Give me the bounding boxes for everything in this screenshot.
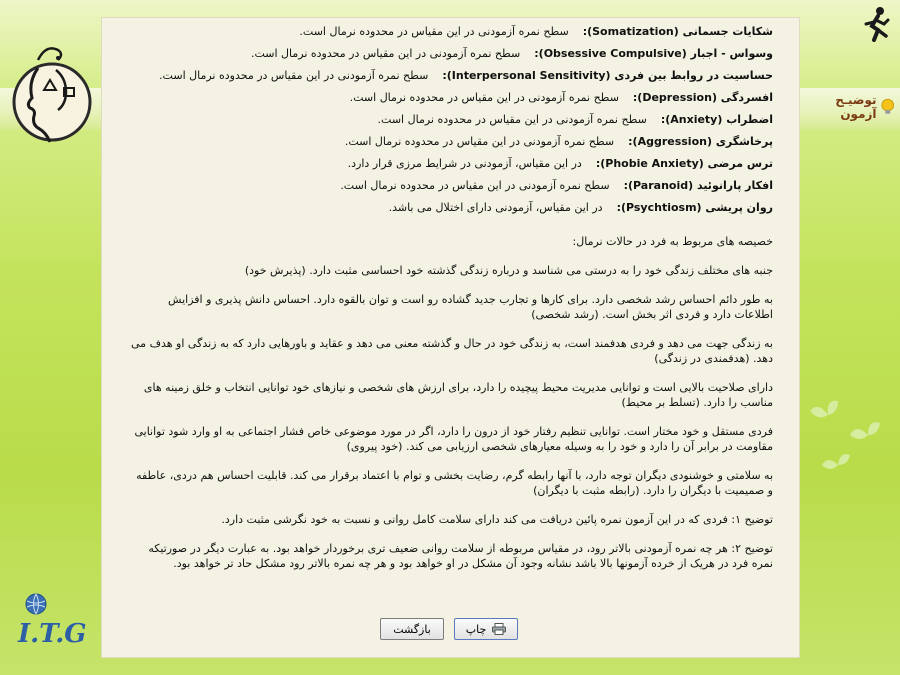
paragraph: به سلامتی و خوشنودی دیگران توجه دارد، با آنها رابطه گرم، رضایت بخشی و توام با اعتماد برقرار می کند. قابلیت احساس هم دردی، عاطفه و صمیمیت با دیگران را دارد. (رابطه مثبت با دیگران) [136,469,773,497]
normal-traits-title: خصیصه های مربوط به فرد در حالات نرمال: [572,235,773,248]
print-button[interactable] [454,618,518,640]
scale-name: اضطراب (Anxiety): [660,113,773,126]
scale-result: سطح نمره آزمودنی در این مقیاس در محدوده نرمال است. [344,135,615,148]
paragraph: به طور دائم احساس رشد شخصی دارد. برای کارها و تجارب جدید گشاده رو است و توان بالقوه دارد. احساس دانش پذیری و افزایش اطلاعات دارد و فردی اثر بخش است. (رشد شخصی) [168,293,773,321]
butterfly-decoration [808,395,900,485]
paragraph: دارای صلاحیت بالایی است و توانایی مدیریت محیط پیچیده را دارد، برای ارزش های شخصی و نیازهای خود توانایی انتخاب و خلق زمینه های مناسب را دارد. (تسلط بر محیط) [143,381,773,409]
paragraph: جنبه های مختلف زندگی خود را به درستی می شناسد و درباره زندگی گذشته خود احساسی مثبت دارد. (پذیرش خود) [244,264,773,277]
scale-name: روان پریشی (Psychtiosm): [616,201,773,214]
scale-row [130,24,773,46]
scale-row [130,178,773,200]
note-2: توضیح ۲: هر چه نمره آزمودنی بالاتر رود، در مقیاس مربوطه از سلامت روانی ضعیف تری برخوردار خواهد بود. به عبارت دیگر در صورتیکه نمره فرد در هریک از خرده آزمونها بالا باشد نشانه وجود آن مشکل در او خواهد بود و هر چه نمره بالاتر رود مشکل حاد تر خواهد بود. [148,542,773,570]
itg-logo-text: I.T.G [18,619,87,649]
lightbulb-icon [881,98,894,116]
scale-name: پرخاشگری (Aggression): [628,135,773,148]
print-button-label: چاپ [465,622,487,636]
scale-name: شکایات جسمانی (Somatization): [582,25,773,38]
note-1: توضیح ۱: فردی که در این آزمون نمره پائین دریافت می کند دارای سلامت کامل روانی و نسبت به خود نگرشی مثبت دارد. [221,513,773,526]
scale-row [130,90,773,112]
paragraph: فردی مستقل و خود مختار است. توانایی تنظیم رفتار خود از درون را دارد، اگر در مورد موضوعی خاص فشار اجتماعی به او وارد شود توانایی مقاومت در برابر آن را دارد و خود را به وسیله معیارهای شخصی ارزیابی می کند. (خود پیروی) [134,425,773,453]
scales-list [130,24,773,222]
scale-result: سطح نمره آزمودنی در این مقیاس در محدوده نرمال است. [250,47,521,60]
scale-row [130,68,773,90]
scale-name: وسواس - اجبار (Obsessive Compulsive): [534,47,773,60]
scale-name: حساسیت در روابط بین فردی (Interpersonal Sensitivity): [442,69,773,82]
scale-row [130,156,773,178]
face-logo [8,40,92,150]
scale-row [130,134,773,156]
scale-name: ترس مرضی (Phobie Anxiety): [595,157,773,170]
back-button-label: بازگشت [393,622,431,636]
report-panel [101,17,800,658]
test-description-label: توضیـح آزمون [835,93,877,121]
back-button[interactable] [380,618,444,640]
printer-icon [492,623,506,635]
itg-logo [16,590,96,652]
scale-result: سطح نمره آزمودنی در این مقیاس در محدوده نرمال است. [349,91,619,104]
report-content [102,24,801,594]
scale-result: سطح نمره آزمودنی در این مقیاس در محدوده نرمال است. [159,69,429,82]
action-buttons [380,618,520,642]
test-description-tab[interactable] [798,93,900,121]
scale-result: در این مقیاس، آزمودنی در شرایط مرزی قرار دارد. [347,157,582,170]
scale-name: افکار پارانوئید (Paranoid): [623,179,773,192]
scale-row [130,112,773,134]
paragraph: به زندگی جهت می دهد و فردی هدفمند است، به زندگی خود در حال و گذشته معنی می دهد و عقاید و باورهایی دارد که به زندگی او هدف می دهد. (هدفمندی در زندگی) [131,337,773,365]
scale-row [130,200,773,222]
scale-row [130,46,773,68]
exit-runner-icon[interactable] [862,6,890,44]
scale-name: افسردگی (Depression): [632,91,773,104]
scale-result: سطح نمره آزمودنی در این مقیاس در محدوده نرمال است. [299,25,569,38]
scale-result: سطح نمره آزمودنی در این مقیاس در محدوده نرمال است. [377,113,647,126]
scale-result: سطح نمره آزمودنی در این مقیاس در محدوده نرمال است. [340,179,610,192]
scale-result: در این مقیاس، آزمودنی دارای اختلال می باشد. [388,201,603,214]
